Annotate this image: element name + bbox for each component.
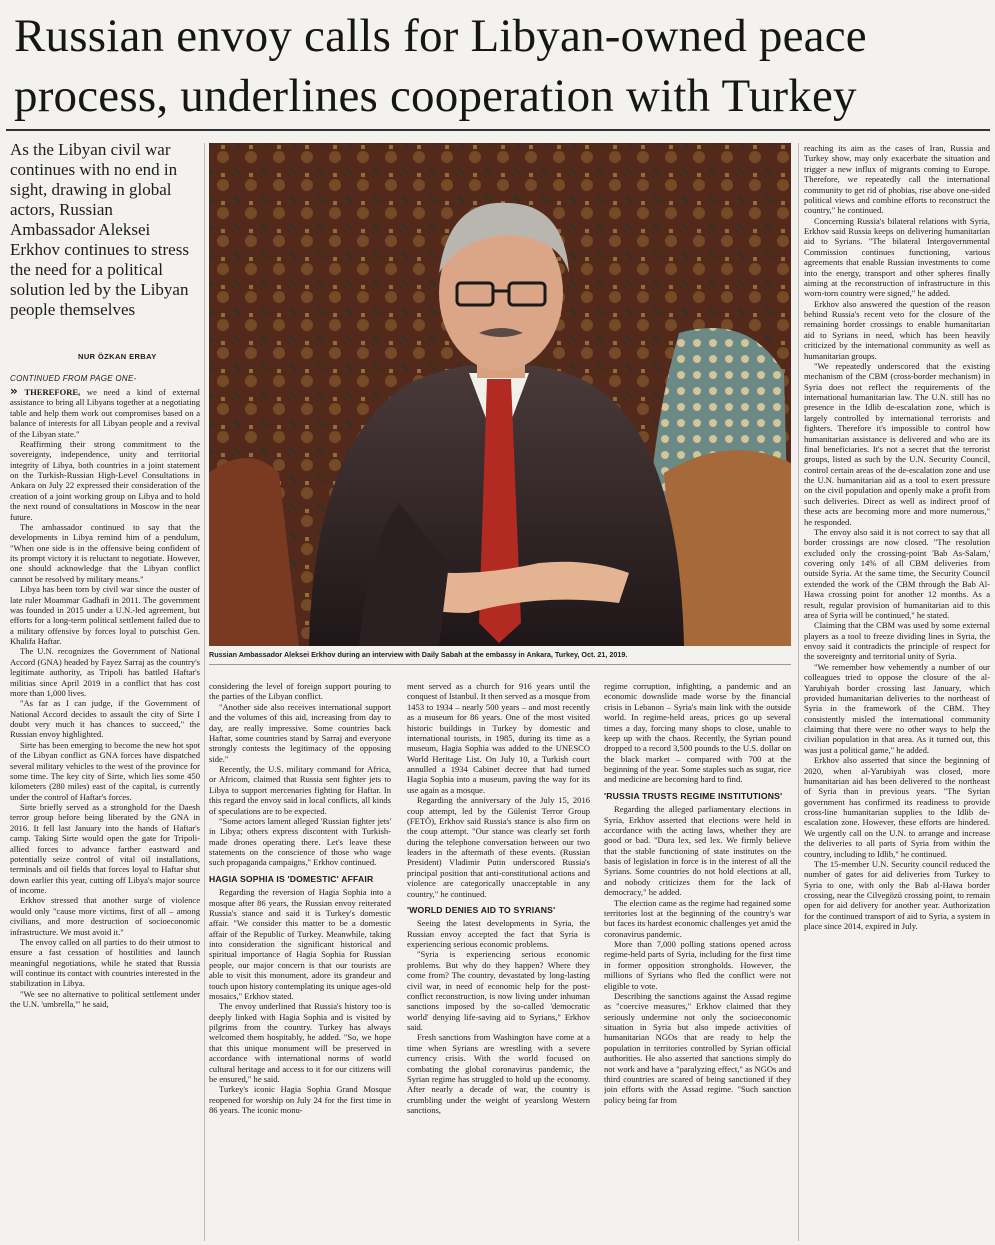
paragraph: Erkhov also asserted that since the beginning of 2020, when al-Yarubiyah was closed, more humanitarian aid has been delivered to the northeast of Syria than in previous years. "The Syrian government has confirmed its readiness to provide cross-line humanitarian supplies to the Idlib de-escalation zone. However, these efforts are hindered. We urgently call on the U.N. to arrange and increase the deliveries to all parts of Syria from within the country, including to Idlib," he continued.: [804, 755, 990, 859]
paragraph: The envoy also said it is not correct to say that all border crossings are now closed. "The resolution excluded only the crossing-point 'Bab As-Salam,' covering only 14% of all CBM deliveries from outside Syria. At the same time, the Security Council extended the work of the CBM through the Bab Al-Hawa crossing point for another 12 months. As a result, regular provision of humanitarian aid to this area of Syria will be continued," he stated.: [804, 526, 990, 620]
continued-from-label: CONTINUED FROM PAGE ONE-: [10, 374, 137, 383]
subheading-russia-trusts: 'RUSSIA TRUSTS REGIME INSTITUTIONS': [604, 790, 783, 801]
paragraph: Recently, the U.S. military command for Africa, or Africom, claimed that Russia sent fighter jets to Libya to support mercenaries fighting for Haftar. In this regard the envoy said in local conflicts, all kinds of speculations are to be expected.: [209, 764, 391, 816]
paragraph: "We repeatedly underscored that the existing mechanism of the CBM (cross-border mechanism) in Syria does not reflect the requirements of the international humanitarian law. The U.N. still has no presence in the Idlib de-escalation zone, which is largely controlled by international terrorists and fighters. Therefore it's impossible to control how humanitarian assistance is delivered and who are its final beneficiaries. It's not a secret that the terrorist groups, listed as such by the U.N. Security Council, control certain areas of the de-escalation zone and use the U.N. humanitarian aid as a tool to exert pressure on the civil population and openly make a profit from such deliveries. Direct as well as indirect proof of these acts are becoming more and more numerous," he responded.: [804, 360, 990, 527]
article-column-4: [604, 681, 791, 1241]
paragraph: "Another side also receives international support and the volumes of this aid, increasing from day to day, are really impressive. Some countries back Haftar, some countries stand by Sarraj and everyone strongly contests the legitimacy of the opposing side.": [209, 701, 391, 764]
paragraph: Regarding the reversion of Hagia Sophia into a mosque after 86 years, the Russian envoy reiterated Russia's stance and said it is Turkey's domestic affair. "We consider this matter to be a domestic affair of the Republic of Turkey. Meanwhile, taking into consideration the significant historical and spiritual importance of Hagia Sophia for Russian people, our major concern is that our tourists are able to visit this monument, adore its grandeur and touch upon history contemplating its unique ages-old mosaics," Erkhov stated.: [209, 887, 391, 1001]
paragraph: Erkhov also answered the question of the reason behind Russia's recent veto for the closure of the remaining border crossings to enable humanitarian aid to Syrians in need, which has been heavily criticized by the international community as well as humanitarian groups.: [804, 298, 990, 361]
paragraph: The 15-member U.N. Security council reduced the number of gates for aid deliveries from Turkey to Syria to one, with only the Bab al-Hawa border crossing, near the Cilvegözü crossing point, to remain open for aid delivery for another year. Authorization for the continued transport of aid to Syria, a system in place since 2014, expired in July.: [804, 858, 990, 932]
paragraph: "As far as I can judge, if the Government of National Accord decides to assault the city of Sirte I doubt very much it has chances to succeed," the Russian envoy highlighted.: [10, 698, 200, 740]
paragraph: The U.N. recognizes the Government of National Accord (GNA) headed by Fayez Sarraj as the country's legitimate authority, as Tripoli has battled Haftar's militias since April 2019 in a conflict that has cost more than 1,000 lives.: [10, 646, 200, 698]
paragraph: "Syria is experiencing serious economic problems. But why do they happen? Where they come from? The country, devastated by long-lasting civil war, in need of economic help for the post-conflict reconstruction, is now living under inhuman sanctions imposed by the so-called 'democratic world' denying life-saving aid to Syrians," Erkhov said.: [407, 949, 590, 1032]
caption-rule: [209, 664, 791, 665]
paragraph: The envoy underlined that Russia's history too is deeply linked with Hagia Sophia and is visited by pilgrims from the country. Turkey has always welcomed them hospitably, he added. "So, we hope that this unique monument will be preserved in accordance with international norms of world cultural heritage and access to it for our citizens will be ensured," he said.: [209, 1001, 391, 1084]
lead-text: we need a kind of external assistance to bring all Libyans together at a negotiating table and help them work out compromises based on a balance of interests for all Libyan people and a revival of the Libyan state.": [10, 387, 200, 439]
paragraph: Turkey's iconic Hagia Sophia Grand Mosque reopened for worship on July 24 for the first time in 86 years. The iconic monu-: [209, 1084, 391, 1115]
article-column-1: [10, 386, 200, 1241]
paragraph: Reaffirming their strong commitment to the sovereignty, independence, unity and territorial integrity of Libya, both countries in a joint statement on the Turkish-Russian High-Level Consultations in Ankara on July 22 expressed their consideration of the creation of a joint working group on Libya and to hold the next round of consultations in Moscow in the near future.: [10, 438, 200, 522]
column-divider: [204, 143, 205, 1241]
deck: As the Libyan civil war continues with no end in sight, drawing in global actors, Russian Ambassador Aleksei Erkhov continues to stress the need for a political solution led by the Libyan people themselves: [10, 140, 189, 319]
paragraph: ment served as a church for 916 years until the conquest of Istanbul. It then served as a mosque from 1453 to 1934 – nearly 500 years – and most recently as a museum for 86 years. One of the most visited historic buildings in Turkey by domestic and international tourists, in 1985, during its time as a museum, Hagia Sophia was added to the UNESCO World Heritage List. On July 10, a Turkish court annulled a 1934 Cabinet decree that had turned Hagia Sophia into a museum, paving the way for its use again as a mosque.: [407, 681, 590, 795]
double-chevron-icon: »: [10, 386, 18, 398]
headline: Russian envoy calls for Libyan-owned peace process, underlines cooperation with Turkey: [14, 10, 867, 122]
subheading-hagia-sophia: HAGIA SOPHIA IS 'DOMESTIC' AFFAIR: [209, 873, 374, 884]
paragraph: Seeing the latest developments in Syria, the Russian envoy accepted the fact that Syria is experiencing serious economic problems.: [407, 918, 590, 949]
paragraph: considering the level of foreign support pouring to the parties of the Libyan conflict.: [209, 681, 391, 702]
article-column-2: [209, 681, 391, 1241]
paragraph: Erkhov stressed that another surge of violence would only "cause more victims, first of all – among civilians, and more destruction of socioeconomic infrastructure. We must avoid it.": [10, 895, 200, 937]
paragraph: More than 7,000 polling stations opened across regime-held parts of Syria, including for the first time in former opposition strongholds. However, the millions of Syrians who fled the conflict were not eligible to vote.: [604, 939, 791, 991]
byline: NUR ÖZKAN ERBAY: [78, 352, 157, 361]
ambassador-photo: [209, 143, 791, 646]
paragraph: regime corruption, infighting, a pandemic and an economic downslide made worse by the financial crisis in Lebanon – Syria's main link with the outside world. In regime-held areas, prices go up several times a day, forcing many shops to close, unable to keep up with the chaos. Recently, the Syrian pound dropped to a record 3,500 pounds to the U.S. dollar on the black market – compared with 700 at the beginning of the year. Some staples such as sugar, rice and medicine are becoming hard to find.: [604, 681, 791, 785]
paragraph: "We remember how vehemently a number of our colleagues tried to oppose the closure of the al-Yarubiyah border crossing last January, which provided humanitarian deliveries to the northeast of Syria in the framework of the CBM. They consistently misled the international community claiming that there were no other ways to help the civilian population in that area. As it turned out, this was just a political game," he added.: [804, 661, 990, 755]
paragraph: Fresh sanctions from Washington have come at a time when Syrians are wrestling with a severe currency crisis. With the world focused on combating the global coronavirus pandemic, the Syrian regime has struggled to hold up the economy. After nearly a decade of war, the country is crumbling under the weight of yearslong Western sanctions,: [407, 1032, 590, 1115]
photo-caption: Russian Ambassador Aleksei Erkhov during an interview with Daily Sabah at the embassy in Ankara, Turkey, Oct. 21, 2019.: [209, 650, 628, 659]
paragraph: Concerning Russia's bilateral relations with Syria, Erkhov said Russia keeps on delivering humanitarian aid to Syrians. "The bilateral Intergovernmental Commission continues functioning, various agreements that enable Russian investments to come into the energy, transport and other spheres finally aiming at the reconstruction of infrastructure in this worn-torn country were signed," he added.: [804, 215, 990, 299]
paragraph: Libya has been torn by civil war since the ouster of late ruler Moammar Gadhafi in 2011. The government was founded in 2015 under a U.N.-led agreement, but efforts for a long-term political settlement failed due to a military offensive by forces loyal to putschist Gen. Khalifa Haftar.: [10, 584, 200, 646]
lead-word: THEREFORE,: [24, 387, 81, 397]
paragraph: "Some actors lament alleged 'Russian fighter jets' in Libya; others express discontent with Turkish-made drones operating there. Let's leave these statements on the conscience of those who wage such propaganda campaigns," Erkhov continued.: [209, 815, 391, 868]
article-column-5: [804, 143, 990, 1241]
paragraph: The ambassador continued to say that the developments in Libya remind him of a pendulum, "When one side is in the offensive being confident of its prompt victory it is reluctant to negotiate. However, one should acknowledge that the Libyan conflict cannot be resolved by military means.": [10, 521, 200, 584]
paragraph: Regarding the anniversary of the July 15, 2016 coup attempt, led by the Gülenist Terror Group (FETÖ), Erkhov said Russia's stance is also firm on the coup attempt. "Our stance was clearly set forth during the telephone conversation between our two leaders in the aftermath of these events. (Russian President) Vladimir Putin underscored Russia's principal position that anti-constitutional actions and violence are categorically unacceptable in any country," he continued.: [407, 795, 590, 899]
subheading-world-denies-aid: 'WORLD DENIES AID TO SYRIANS': [407, 904, 556, 915]
ambassador-photo-illustration: [209, 143, 791, 646]
column-divider: [798, 143, 799, 1241]
paragraph: Sirte briefly served as a stronghold for the Daesh terror group before being liberated by the GNA in 2016. It fell last January into the hands of Haftar's camp. Taking Sirte would open the gate for Tripoli-allied forces to advance farther eastward and potentially seize control of vital oil installations, terminals and oil fields that forces loyal to Haftar shut down earlier this year, cutting off Libya's major source of income.: [10, 802, 200, 895]
paragraph: Describing the sanctions against the Assad regime as "coercive measures," Erkhov claimed that they seriously undermine not only the socioeconomic situation in Syria but also impede activities of humanitarian NGOs that are ready to help the population in territories controlled by Syrian official authorities. He also asserted that sanctions simply do not work and have a "paralyzing effect," as NGOs and third countries are scared of being sanctioned if they join efforts with the Assad regime. "Such sanction policy being far from: [604, 990, 791, 1105]
headline-rule: [6, 129, 990, 131]
paragraph: The envoy called on all parties to do their utmost to ensure a fast cessation of hostilities and launch meaningful negotiations, while he stated that Russia will continue its contact with countries interested in the stabilization in Libya.: [10, 936, 200, 989]
paragraph: Sirte has been emerging to become the new hot spot of the Libyan conflict as GNA forces have dispatched several military vehicles to the west of the province for some time. The key city of Sirte, which lies some 450 kilometers (280 miles) east of the capital, is currently under the control of Haftar's forces.: [10, 739, 200, 802]
continued-text: CONTINUED FROM PAGE ONE: [10, 374, 134, 383]
paragraph: reaching its aim as the cases of Iran, Russia and Turkey show, may only exacerbate the situation and trigger a new influx of migrants coming to Europe. Therefore, we repeatedly call the international community to get rid of phobias, rise above one-sided political views and combine efforts to reconstruct the country," he continued.: [804, 143, 990, 216]
paragraph: Regarding the alleged parliamentary elections in Syria, Erkhov asserted that elections were held in accordance with the acting laws, whether they are good or bad. "Dura lex, sed lex. We firmly believe that the stable functioning of state institutes on the basis of legislation in force is in the interest of all the Syrians. Some countries do not hold elections at all, and nobody criticizes them for the lack of democracy," he added.: [604, 804, 791, 898]
paragraph: Claiming that the CBM was used by some external players as a tool to freeze dividing lines in Syria, the envoy said it contradicts the principle of respect for the sovereignty and territorial unity of Syria.: [804, 620, 990, 662]
lead-paragraph: [10, 386, 200, 439]
article-column-3: [407, 681, 590, 1241]
paragraph: The election came as the regime had regained some territories lost at the beginning of the country's war but faces its hardest economic challenges yet amid the coronavirus pandemic.: [604, 897, 791, 939]
paragraph: "We see no alternative to political settlement under the U.N. 'umbrella,'" he said,: [10, 988, 200, 1010]
